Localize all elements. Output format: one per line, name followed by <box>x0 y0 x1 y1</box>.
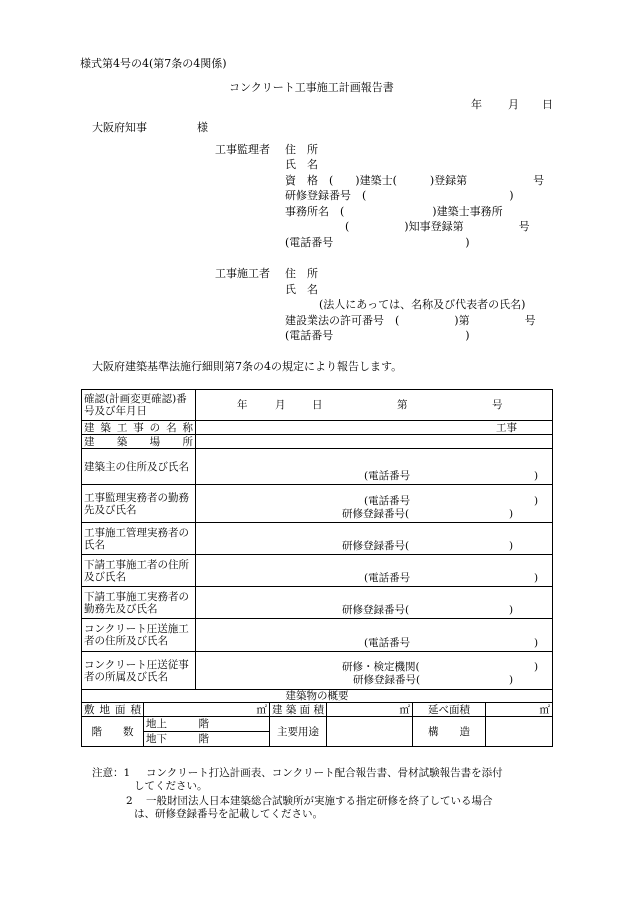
floors-above[interactable]: 地上 階 <box>144 717 270 732</box>
subcontractor-worker-training: 研修登録番号( <box>342 604 410 616</box>
construction-name-label: 建築工事の名称 <box>82 421 196 435</box>
supervisor-address-label: 住 所 <box>285 143 318 156</box>
document-title: コンクリート工事施工計画報告書 <box>229 81 394 94</box>
site-area-label: 敷地面積 <box>82 703 144 717</box>
pump-worker-training: 研修登録番号( <box>353 674 421 686</box>
note2-line1: 一般財団法人日本建築総合試験所が実施する指定研修を終了している場合 <box>146 795 493 807</box>
owner-value[interactable] <box>196 449 553 485</box>
supervisor-heading: 工事監理者 <box>215 143 270 156</box>
pump-contractor-value[interactable] <box>196 619 553 652</box>
supervisor-practitioner-phone-close: ) <box>534 495 539 507</box>
owner-phone-close: ) <box>534 470 539 482</box>
date-day: 日 <box>542 98 553 111</box>
subcontractor-worker-label: 下請工事施工実務者の勤務先及び氏名 <box>82 587 196 619</box>
structure-label: 構 造 <box>413 717 486 747</box>
subcontractor-worker-value[interactable] <box>196 587 553 619</box>
pump-worker-value[interactable] <box>196 652 553 690</box>
floor-area-value[interactable]: ㎡ <box>486 703 553 717</box>
use-value[interactable] <box>327 717 413 747</box>
floors-label: 階 数 <box>82 717 144 747</box>
subcontractor-label: 下請工事施工者の住所及び氏名 <box>82 555 196 587</box>
statement: 大阪府建築基準法施行細則第7条の4の規定により報告します。 <box>92 360 403 373</box>
supervisor-training-no: 研修登録番号 ( ) <box>285 189 514 202</box>
site-area-value[interactable]: ㎡ <box>144 703 270 717</box>
confirm-dai: 第 <box>397 399 408 411</box>
confirm-value[interactable] <box>196 390 553 421</box>
building-area-label: 建築面積 <box>270 703 327 717</box>
note1-line2: してください。 <box>134 780 208 792</box>
confirm-go: 号 <box>492 399 503 411</box>
note2-number: 2 <box>126 795 133 807</box>
note2-line2: は、研修登録番号を記載してください。 <box>134 808 323 820</box>
form-number: 様式第4号の4(第7条の4関係) <box>80 57 227 70</box>
contractor-name-note: (法人にあっては、名称及び代表者の氏名) <box>319 298 526 311</box>
construction-suffix: 工事 <box>496 422 518 434</box>
overview-heading: 建築物の概要 <box>82 690 553 703</box>
construction-site-value[interactable] <box>196 435 553 449</box>
pump-contractor-phone: (電話番号 <box>364 637 411 649</box>
subcontractor-phone: (電話番号 <box>364 572 411 584</box>
owner-label: 建築主の住所及び氏名 <box>82 449 196 485</box>
subcontractor-value[interactable] <box>196 555 553 587</box>
building-area-value[interactable]: ㎡ <box>327 703 413 717</box>
floors-below[interactable]: 地下 階 <box>144 732 270 747</box>
supervisor-phone: (電話番号 ) <box>285 236 470 249</box>
confirm-label: 確認(計画変更確認)番号及び年月日 <box>82 390 196 421</box>
honorific: 様 <box>197 121 208 134</box>
contractor-name-label: 氏 名 <box>285 283 318 296</box>
construction-site-label: 建築場所 <box>82 435 196 449</box>
report-table <box>81 389 553 747</box>
supervisor-practitioner-training: 研修登録番号( <box>342 508 410 520</box>
date-year: 年 <box>471 98 482 111</box>
pump-worker-training-close: ) <box>509 674 514 686</box>
supervisor-practitioner-value[interactable] <box>196 485 553 523</box>
contractor-address-label: 住 所 <box>285 267 318 280</box>
structure-value[interactable] <box>486 717 553 747</box>
contractor-heading: 工事施工者 <box>215 267 270 280</box>
confirm-month: 月 <box>275 399 286 411</box>
manager-value[interactable] <box>196 523 553 555</box>
pump-contractor-phone-close: ) <box>534 637 539 649</box>
manager-label: 工事施工管理実務者の氏名 <box>82 523 196 555</box>
note-prefix: 注意：1 <box>92 767 131 779</box>
floor-area-label: 延べ面積 <box>413 703 486 717</box>
date-month: 月 <box>508 98 519 111</box>
subcontractor-worker-training-close: ) <box>509 604 514 616</box>
pump-worker-inspection: 研修・検定機関( <box>342 661 420 673</box>
supervisor-office-name: 事務所名 ( )建築士事務所 <box>285 205 503 218</box>
contractor-license: 建設業法の許可番号 ( )第 号 <box>285 314 536 327</box>
construction-name-value[interactable] <box>196 421 553 435</box>
pump-worker-label: コンクリート圧送従事者の所属及び氏名 <box>82 652 196 690</box>
supervisor-qualification: 資 格 ( )建築士( )登録第 号 <box>285 174 545 187</box>
confirm-year: 年 <box>237 399 248 411</box>
pump-contractor-label: コンクリート圧送施工者の住所及び氏名 <box>82 619 196 652</box>
manager-training: 研修登録番号( <box>342 540 410 552</box>
manager-training-close: ) <box>509 540 514 552</box>
addressee: 大阪府知事 <box>92 121 147 134</box>
supervisor-name-label: 氏 名 <box>285 158 318 171</box>
pump-worker-inspection-close: ) <box>534 661 539 673</box>
supervisor-practitioner-phone: (電話番号 <box>364 495 411 507</box>
note1-line1: コンクリート打込計画表、コンクリート配合報告書、骨材試験報告書を添付 <box>146 767 503 779</box>
contractor-phone: (電話番号 ) <box>285 329 470 342</box>
supervisor-practitioner-label: 工事監理実務者の勤務先及び氏名 <box>82 485 196 523</box>
owner-phone: (電話番号 <box>364 470 411 482</box>
subcontractor-phone-close: ) <box>534 572 539 584</box>
use-label: 主要用途 <box>270 717 327 747</box>
confirm-day: 日 <box>312 399 323 411</box>
supervisor-practitioner-training-close: ) <box>509 508 514 520</box>
supervisor-office-reg: ( )知事登録第 号 <box>345 220 530 233</box>
